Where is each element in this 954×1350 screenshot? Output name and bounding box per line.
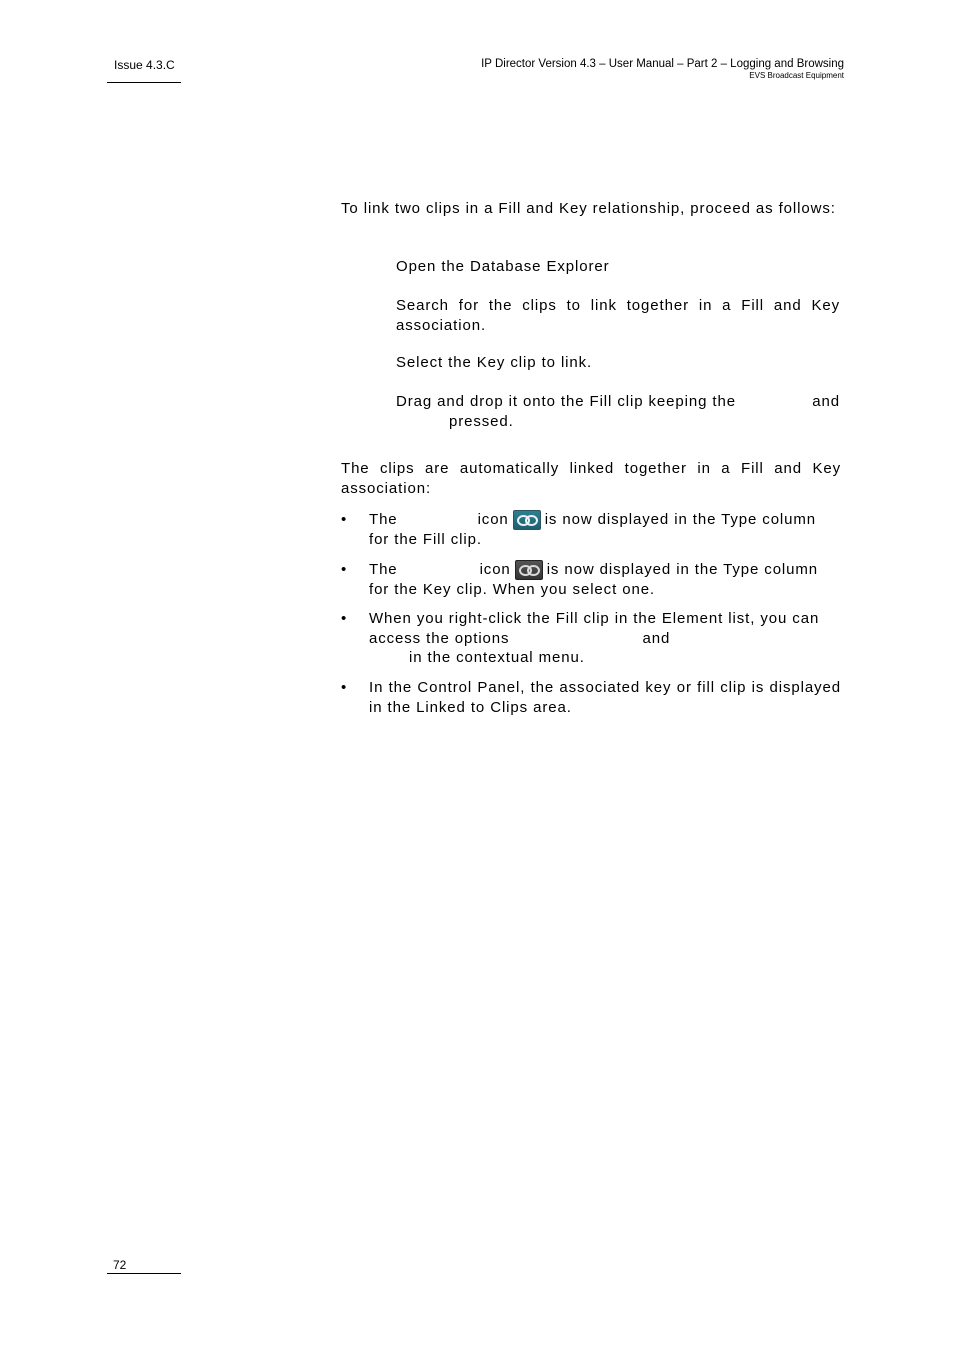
bullet-2-text-3a: is now displayed in the Type column [546,561,819,579]
bullet-marker: • [341,679,348,696]
result-paragraph: The clips are automatically linked together in a Fill and Key association: [341,460,841,497]
step-3: Select the Key clip to link. [396,354,593,371]
bullet-1-text-3a: is now displayed in the Type column [544,511,817,529]
document-title: IP Director Version 4.3 – User Manual – Part 2 – Logging and Browsing [481,58,844,70]
bullet-2-text-1: The [369,561,398,579]
page-number: 72 [113,1258,127,1272]
bullet-3-text-2: and [642,629,671,647]
bullet-1-text-1: The [369,511,398,529]
step-4 [396,392,840,431]
bullet-1-line-2: for the Fill clip. [369,531,482,548]
bullet-marker: • [341,561,348,578]
step-4-text-1: Drag and drop it onto the Fill clip keeping the [396,393,736,410]
issue-label: Issue 4.3.C [114,58,175,72]
bullet-1-text-2: icon [477,511,509,529]
key-clip-icon [515,560,543,580]
document-header [481,57,844,81]
step-4-text-3: pressed. [449,412,514,430]
step-2: Search for the clips to link together in a Fill and Key association. [396,297,840,334]
header-divider [107,82,181,83]
bullet-3-line-1: When you right-click the Fill clip in the Element list, you can [369,610,820,627]
intro-paragraph: To link two clips in a Fill and Key relationship, proceed as follows: [341,200,836,217]
bullet-2-line-2: for the Key clip. When you select one. [369,581,655,598]
bullet-marker: • [341,511,348,528]
bullet-marker: • [341,610,348,627]
bullet-2-text-2: icon [479,561,511,579]
bullet-4-text: In the Control Panel, the associated key or fill clip is displayed in the Linked to Clips area. [369,679,841,716]
bullet-3-line-2: access the options and [369,629,671,647]
fill-clip-icon [513,510,541,530]
step-1: Open the Database Explorer [396,258,610,275]
company-name: EVS Broadcast Equipment [749,71,844,80]
footer-divider [107,1273,181,1274]
bullet-3-text-3: in the contextual menu. [409,649,585,666]
step-4-text-2: and [812,393,840,410]
